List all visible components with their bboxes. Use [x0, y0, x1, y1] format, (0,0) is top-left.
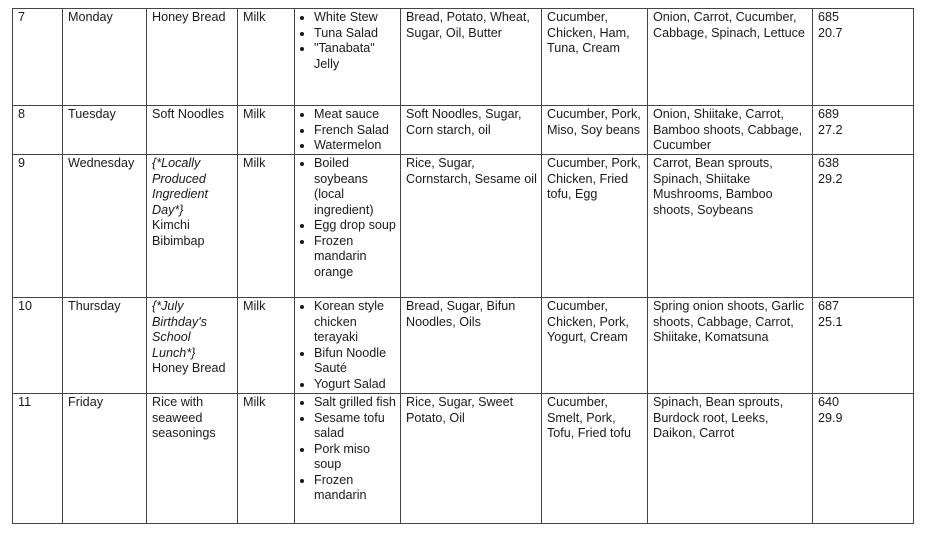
- vegetables-cell: Spinach, Bean sprouts, Burdock root, Leeks, Daikon, Carrot: [648, 394, 813, 524]
- dish-item: • Tuna Salad: [314, 26, 396, 42]
- drink-cell: Milk: [238, 106, 295, 155]
- nutrition-cell: [813, 155, 914, 298]
- dish-item: • Salt grilled fish: [314, 395, 396, 411]
- dishes-cell: [295, 394, 401, 524]
- dish-list: [300, 395, 396, 504]
- protein: 29.9: [818, 410, 843, 425]
- dish-item: • Frozen mandarin orange: [314, 234, 396, 281]
- dish-item: • Korean style chicken terayaki: [314, 299, 396, 346]
- protein-foods-cell: Cucumber, Pork, Chicken, Fried tofu, Egg: [542, 155, 648, 298]
- protein-foods-cell: Cucumber, Chicken, Ham, Tuna, Cream: [542, 9, 648, 106]
- nutrition-cell: [813, 298, 914, 394]
- special-day-note: {*Locally Produced Ingredient Day*}: [152, 156, 209, 217]
- dish-item: • Sesame tofu salad: [314, 411, 396, 442]
- main-dish: Rice with seaweed seasonings: [152, 395, 216, 440]
- dish-list: [300, 299, 396, 392]
- vegetables-cell: Carrot, Bean sprouts, Spinach, Shiitake Mushrooms, Bamboo shoots, Soybeans: [648, 155, 813, 298]
- main-dish-cell: [147, 9, 238, 106]
- nutrition-cell: [813, 106, 914, 155]
- main-dish: Honey Bread: [152, 361, 226, 375]
- dishes-cell: [295, 106, 401, 155]
- main-dish: Honey Bread: [152, 10, 226, 24]
- main-dish-cell: [147, 106, 238, 155]
- dish-item: • Pork miso soup: [314, 442, 396, 473]
- main-dish-cell: [147, 155, 238, 298]
- lunch-menu-table: [12, 8, 914, 524]
- protein: 25.1: [818, 314, 843, 329]
- protein: 20.7: [818, 25, 843, 40]
- drink-cell: Milk: [238, 155, 295, 298]
- dish-item: • Meat sauce: [314, 107, 396, 123]
- dish-item: • Egg drop soup: [314, 218, 396, 234]
- table-row: [13, 106, 914, 155]
- nutrition-cell: [813, 394, 914, 524]
- main-dish-cell: [147, 394, 238, 524]
- dishes-cell: [295, 298, 401, 394]
- calories: 687: [818, 299, 840, 313]
- dish-item: • French Salad: [314, 123, 396, 139]
- dish-item: • Yogurt Salad: [314, 377, 396, 393]
- energy-foods-cell: Bread, Potato, Wheat, Sugar, Oil, Butter: [401, 9, 542, 106]
- day-cell: 9: [13, 155, 63, 298]
- weekday-cell: Wednesday: [63, 155, 147, 298]
- protein-foods-cell: Cucumber, Pork, Miso, Soy beans: [542, 106, 648, 155]
- weekday-cell: Friday: [63, 394, 147, 524]
- weekday-cell: Monday: [63, 9, 147, 106]
- weekday-cell: Tuesday: [63, 106, 147, 155]
- weekday-cell: Thursday: [63, 298, 147, 394]
- dish-item: • White Stew: [314, 10, 396, 26]
- drink-cell: Milk: [238, 298, 295, 394]
- protein-foods-cell: Cucumber, Smelt, Pork, Tofu, Fried tofu: [542, 394, 648, 524]
- table-row: [13, 155, 914, 298]
- calories: 689: [818, 107, 840, 121]
- nutrition-cell: [813, 9, 914, 106]
- dish-item: • "Tanabata" Jelly: [314, 41, 396, 72]
- dish-item: • Bifun Noodle Sauté: [314, 346, 396, 377]
- table-row: [13, 9, 914, 106]
- calories: 638: [818, 156, 840, 170]
- main-dish: Soft Noodles: [152, 107, 225, 121]
- special-day-note: {*July Birthday's School Lunch*}: [152, 299, 207, 360]
- dish-list: [300, 156, 396, 280]
- main-dish-cell: [147, 298, 238, 394]
- drink-cell: Milk: [238, 394, 295, 524]
- energy-foods-cell: Bread, Sugar, Bifun Noodles, Oils: [401, 298, 542, 394]
- calories: 640: [818, 395, 840, 409]
- dish-list: [300, 107, 396, 154]
- dish-list: [300, 10, 396, 72]
- table-row: [13, 394, 914, 524]
- energy-foods-cell: Rice, Sugar, Sweet Potato, Oil: [401, 394, 542, 524]
- day-cell: 10: [13, 298, 63, 394]
- drink-cell: Milk: [238, 9, 295, 106]
- vegetables-cell: Spring onion shoots, Garlic shoots, Cabbage, Carrot, Shiitake, Komatsuna: [648, 298, 813, 394]
- table-row: [13, 298, 914, 394]
- energy-foods-cell: Soft Noodles, Sugar, Corn starch, oil: [401, 106, 542, 155]
- day-cell: 8: [13, 106, 63, 155]
- dishes-cell: [295, 155, 401, 298]
- vegetables-cell: Onion, Shiitake, Carrot, Bamboo shoots, Cabbage, Cucumber: [648, 106, 813, 155]
- protein: 27.2: [818, 122, 843, 137]
- day-cell: 11: [13, 394, 63, 524]
- energy-foods-cell: Rice, Sugar, Cornstarch, Sesame oil: [401, 155, 542, 298]
- calories: 685: [818, 10, 840, 24]
- main-dish: Kimchi Bibimbap: [152, 218, 205, 248]
- dishes-cell: [295, 9, 401, 106]
- dish-item: • Boiled soybeans (local ingredient): [314, 156, 396, 218]
- menu-body: [13, 9, 914, 524]
- dish-item: • Frozen mandarin: [314, 473, 396, 504]
- protein: 29.2: [818, 171, 843, 186]
- day-cell: 7: [13, 9, 63, 106]
- protein-foods-cell: Cucumber, Chicken, Pork, Yogurt, Cream: [542, 298, 648, 394]
- dish-item: • Watermelon: [314, 138, 396, 154]
- vegetables-cell: Onion, Carrot, Cucumber, Cabbage, Spinach, Lettuce: [648, 9, 813, 106]
